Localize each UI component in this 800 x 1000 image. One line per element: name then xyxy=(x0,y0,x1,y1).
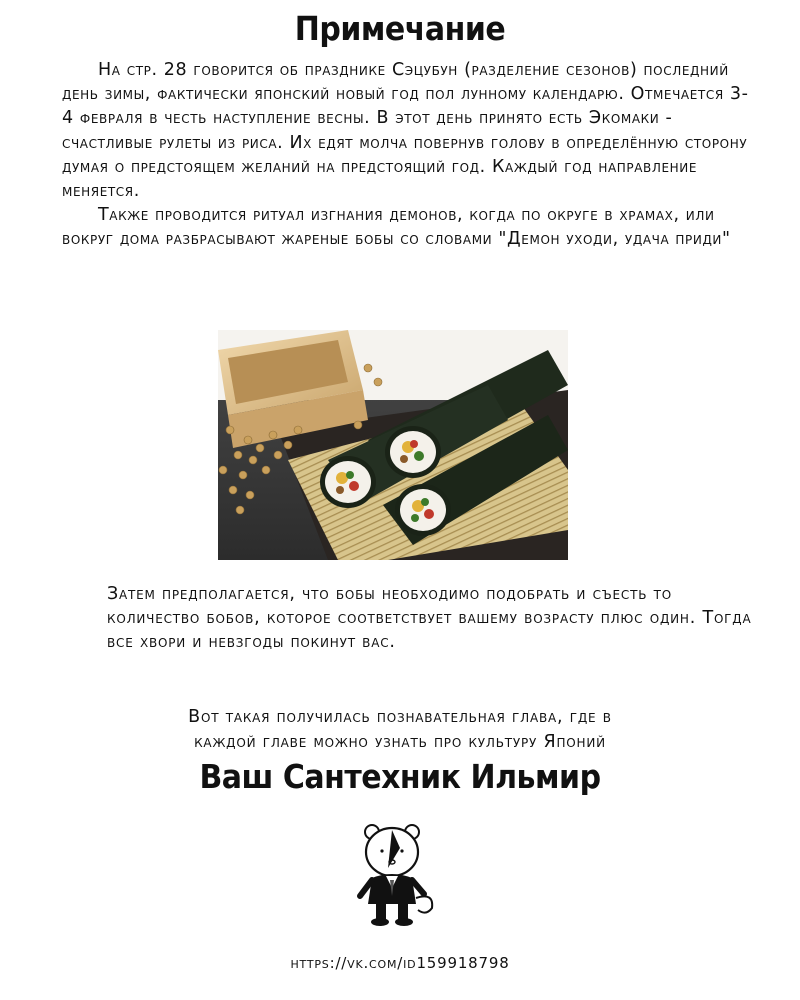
note-body xyxy=(62,58,752,252)
closing-line-1: Вот такая получилась познавательная глава, где в xyxy=(188,707,612,727)
vk-profile-link[interactable]: https://vk.com/id159918798 xyxy=(290,954,510,972)
page-title: Примечание xyxy=(294,10,506,49)
ehomaki-photo xyxy=(218,330,568,560)
paragraph-ritual: Также проводится ритуал изгнания демонов, когда по округе в храмах, или вокруг дома разбрасывают жареные бобы со словами "Демон уходи, удача приди" xyxy=(62,205,731,250)
sushi-rolls-illustration xyxy=(218,330,568,560)
mascot-character-icon xyxy=(352,818,448,928)
closing-line-2: каждой главе можно узнать про культуру Японий xyxy=(194,732,606,752)
closing-text xyxy=(0,705,800,755)
paragraph-beans: Затем предполагается, что бобы необходимо подобрать и съесть то количество бобов, которое соответствует вашему возрасту плюс один. Тогда все хвори и невзгоды покинут вас. xyxy=(107,584,752,652)
paragraph-setsubun: На стр. 28 говорится об празднике Сэцубун (разделение сезонов) последний день зимы, фактически японский новый год пол лунному календарю. Отмечается 3-4 февраля в честь наступление весны. В этот день принято есть Экомаки - счастливые рулеты из риса. Их едят молча повернув голову в определённую сторону думая о предстоящем желаний на предстоящий год. Каждый год направление меняется. xyxy=(62,60,749,202)
author-signature: Ваш Сантехник Ильмир xyxy=(199,758,601,797)
